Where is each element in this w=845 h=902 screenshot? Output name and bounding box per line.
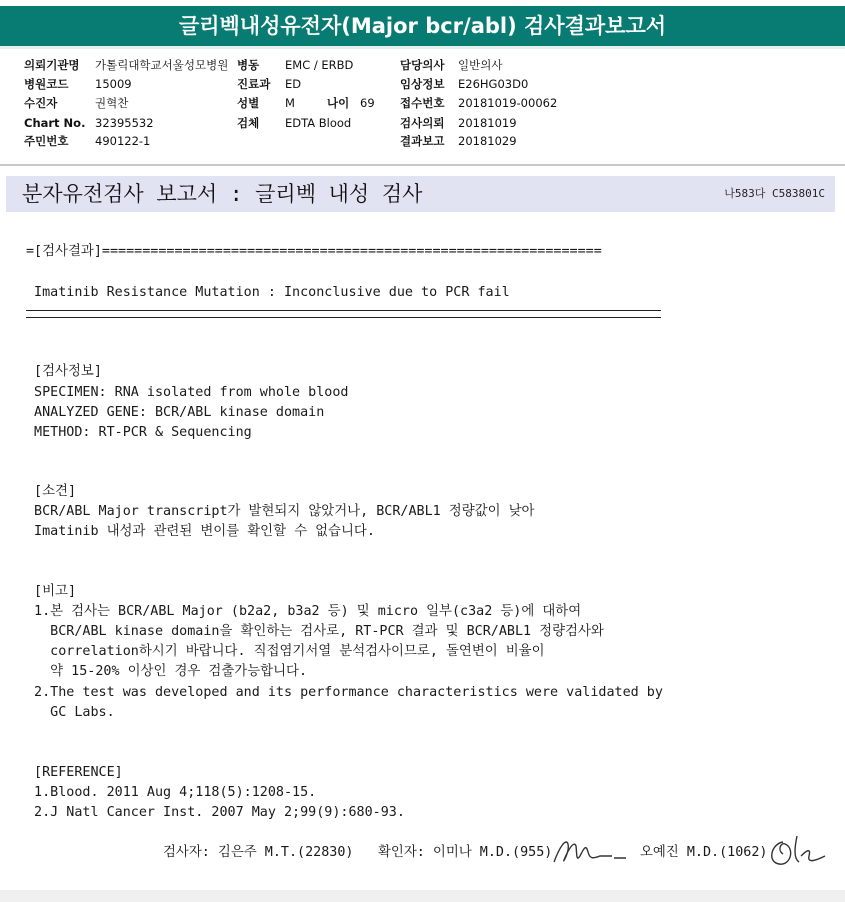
institution-value: 가톨릭대학교서울성모병원 xyxy=(95,58,229,72)
result-divider xyxy=(26,310,661,318)
info-gene: ANALYZED GENE: BCR/ABL kinase domain xyxy=(26,405,325,420)
note-header: [비고] xyxy=(26,584,77,599)
ward-value: EMC / ERBD xyxy=(285,58,354,72)
resident-label: 주민번호 xyxy=(24,134,69,148)
result-line: Imatinib Resistance Mutation : Inconclusive due to PCR fail xyxy=(26,285,510,300)
dept-label: 진료과 xyxy=(237,77,271,91)
finding-header: [소견] xyxy=(26,484,77,499)
sex-label: 성별 xyxy=(237,96,260,110)
chart-label: Chart No. xyxy=(24,116,86,130)
section-code: 나583다 C583801C xyxy=(724,187,825,200)
info-method: METHOD: RT-PCR & Sequencing xyxy=(26,425,252,440)
finding-line-2: Imatinib 내성과 관련된 변이를 확인할 수 없습니다. xyxy=(26,524,375,539)
reference-1: 1.Blood. 2011 Aug 4;118(5):1208-15. xyxy=(26,785,317,800)
tester-name: 검사자: 김은주 M.T.(22830) xyxy=(163,845,354,860)
clinical-info-value: E26HG03D0 xyxy=(458,77,529,91)
info-header: [검사정보] xyxy=(26,364,102,379)
confirmer-signature xyxy=(550,834,630,870)
resident-value: 490122-1 xyxy=(95,134,151,148)
note-line-1d: 약 15-20% 이상인 경우 검출가능합니다. xyxy=(26,664,308,679)
specimen-label: 검체 xyxy=(237,116,260,130)
section-header xyxy=(6,176,835,212)
doctor-value: 일반의사 xyxy=(458,58,503,72)
meta-row-1 xyxy=(0,56,845,74)
meta-row-2 xyxy=(0,75,845,93)
dept-value: ED xyxy=(285,77,302,91)
receiver-label: 수진자 xyxy=(24,96,58,110)
request-label: 검사의뢰 xyxy=(400,116,445,130)
hospital-code-label: 병원코드 xyxy=(24,77,69,91)
meta-row-4 xyxy=(0,114,845,132)
accession-value: 20181019-00062 xyxy=(458,96,558,110)
reference-2: 2.J Natl Cancer Inst. 2007 May 2;99(9):680-93. xyxy=(26,805,405,820)
chart-value: 32395532 xyxy=(95,116,154,130)
patient-meta xyxy=(0,52,845,162)
meta-row-5 xyxy=(0,132,845,150)
doctor2-name: 오예진 M.D.(1062) xyxy=(640,845,768,860)
note-line-1c: correlation하시기 바랍니다. 직접염기서열 분석검사이므로, 돌연변이 비율이 xyxy=(26,644,545,659)
info-specimen: SPECIMEN: RNA isolated from whole blood xyxy=(26,385,349,400)
doctor2-signature xyxy=(765,832,835,870)
footer-bar xyxy=(0,890,845,902)
sex-value: M xyxy=(285,96,295,110)
note-line-2b: GC Labs. xyxy=(26,705,115,720)
hospital-code-value: 15009 xyxy=(95,77,132,91)
age-label: 나이 xyxy=(327,96,350,110)
request-value: 20181019 xyxy=(458,116,517,130)
result-header: =[검사결과]============================================================== xyxy=(26,244,602,259)
meta-row-3 xyxy=(0,94,845,112)
ward-label: 병동 xyxy=(237,58,260,72)
finding-line-1: BCR/ABL Major transcript가 발현되지 않았거나, BCR/ABL1 정량값이 낮아 xyxy=(26,504,535,519)
note-line-2a: 2.The test was developed and its performance characteristics were validated by xyxy=(26,685,663,700)
age-value: 69 xyxy=(360,96,375,110)
divider xyxy=(0,164,845,166)
report-date-value: 20181029 xyxy=(458,134,517,148)
confirmer-name: 확인자: 이미나 M.D.(955) xyxy=(378,845,553,860)
clinical-info-label: 임상정보 xyxy=(400,77,445,91)
reference-header: [REFERENCE] xyxy=(26,765,123,780)
doctor-label: 담당의사 xyxy=(400,58,445,72)
note-line-1b: BCR/ABL kinase domain을 확인하는 검사로, RT-PCR 결과 및 BCR/ABL1 정량검사와 xyxy=(26,624,604,639)
accession-label: 접수번호 xyxy=(400,96,445,110)
note-line-1a: 1.본 검사는 BCR/ABL Major (b2a2, b3a2 등) 및 micro 일부(c3a2 등)에 대하여 xyxy=(26,604,582,619)
receiver-value: 권혁찬 xyxy=(95,96,129,110)
institution-label: 의뢰기관명 xyxy=(24,58,80,72)
report-date-label: 결과보고 xyxy=(400,134,445,148)
specimen-value: EDTA Blood xyxy=(285,116,352,130)
report-title: 글리벡내성유전자(Major bcr/abl) 검사결과보고서 xyxy=(0,6,845,49)
signature-line xyxy=(0,838,845,868)
section-title: 분자유전검사 보고서 : 글리벡 내성 검사 xyxy=(22,182,423,206)
